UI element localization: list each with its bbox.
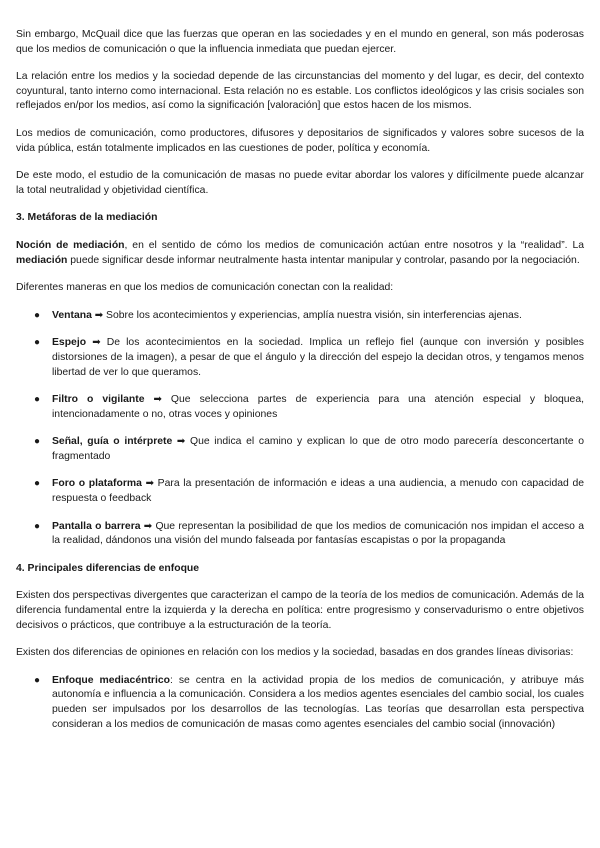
paragraph-notion (16, 239, 584, 268)
notion-text-2: puede significar desde informar neutralmente hasta intentar manipular y controlar, pasando por la negociación. (67, 254, 580, 266)
list-item-ventana (16, 309, 584, 324)
list-item-espejo (16, 336, 584, 380)
notion-text: , en el sentido de cómo los medios de comunicación actúan entre nosotros y la “realidad”. La (124, 239, 584, 251)
arrow-icon: ➡ (94, 309, 104, 321)
paragraph-study: De este modo, el estudio de la comunicación de masas no puede evitar abordar los valores y difícilmente puede alcanzar la total neutralidad y objetividad científica. (16, 170, 584, 196)
paragraph-perspectives: Existen dos perspectivas divergentes que caracterizan el campo de la teoría de los medios de comunicación. Además de la diferencia fundamental entre la izquierda y la derecha en política: entre progresismo y conservadurismo o entre objetivos decisivos o prácticos, que contribuye a la estructuración de la teoría. (16, 590, 584, 631)
approach-list (16, 674, 584, 732)
bullet-icon: ● (34, 309, 41, 321)
item-term: Foro o plataforma (52, 478, 142, 490)
notion-term-2: mediación (16, 254, 68, 266)
bullet-icon: ● (34, 337, 41, 349)
paragraph-mcquail: Sin embargo, McQuail dice que las fuerzas que operan en las sociedades y en el mundo en general, son más poderosas que los medios de comunicación o que la influencia inmediata que puedan ejercer. (16, 29, 584, 55)
item-text: Sobre los acontecimientos y experiencias, amplía nuestra visión, sin interferencias ajenas. (103, 309, 522, 321)
list-item-filtro (16, 393, 584, 422)
list-item-mediacentrico (16, 674, 584, 732)
bullet-icon: ● (34, 436, 41, 448)
arrow-icon: ➡ (176, 436, 186, 448)
arrow-icon: ➡ (92, 337, 101, 349)
arrow-icon: ➡ (143, 520, 153, 532)
bullet-icon: ● (34, 520, 41, 532)
section-4-heading: 4. Principales diferencias de enfoque (16, 562, 200, 574)
notion-term: Noción de mediación (16, 239, 125, 251)
item-term: Enfoque mediacéntrico (52, 674, 170, 686)
item-term: Espejo (52, 337, 87, 349)
item-text: Que indica el camino y explican lo que de otro modo parecería desconcertante o fragmentado (52, 436, 584, 462)
arrow-icon: ➡ (145, 478, 154, 490)
bullet-icon: ● (34, 478, 41, 490)
item-text: Que representan la posibilidad de que los medios de comunicación nos impidan el acceso a la realidad, dándonos una visión del mundo falseada por fantasías escapistas o por la propaganda (52, 520, 584, 547)
arrow-icon: ➡ (153, 394, 162, 406)
item-text: Para la presentación de información e ideas a una audiencia, a menudo con capacidad de respuesta o feedback (52, 478, 585, 505)
item-text: De los acontecimientos en la sociedad. Implica un reflejo fiel (aunque con inversión y posibles distorsiones de la imagen), a pesar de que el ángulo y la dirección del espejo la decidan otros, y tengamos menos libertad de ver lo que queramos. (52, 337, 584, 378)
paragraph-differences: Existen dos diferencias de opiniones en relación con los medios y la sociedad, basadas en dos grandes líneas divisorias: (16, 647, 574, 659)
list-item-senal (16, 435, 584, 464)
item-term: Señal, guía o intérprete (52, 436, 173, 448)
list-item-pantalla (16, 520, 584, 549)
metaphor-list (16, 309, 584, 549)
item-term: Pantalla o barrera (52, 520, 141, 532)
paragraph-intro: Diferentes maneras en que los medios de comunicación conectan con la realidad: (16, 282, 394, 294)
item-term: Ventana (52, 309, 92, 321)
item-term: Filtro o vigilante (52, 394, 145, 406)
item-text: : se centra en la actividad propia de los medios de comunicación, y atribuye más autonomía e influencia a la comunicación. Considera a los medios agentes esenciales del cambio social, los cuales pueden ser impulsados por los desarrollos de las tecnologías. Las teorías que desarrollan esta perspectiva consideran a los medios de comunicación de masas como agentes esenciales del cambio social (innovación) (52, 674, 584, 730)
bullet-icon: ● (34, 674, 41, 686)
list-item-foro (16, 477, 584, 506)
paragraph-relation: La relación entre los medios y la sociedad depende de las circunstancias del momento y del lugar, es decir, del contexto coyuntural, tanto interno como internacional. Esta relación no es estable. Los conflictos ideológicos y las crisis sociales son reflejados en/por los medios, así como la significación [valoración] que estos hacen de los mismos. (16, 71, 584, 112)
bullet-icon: ● (34, 394, 41, 406)
item-text: Que selecciona partes de experiencia para una atención especial y bloquea, intencionadamente o no, otras voces y opiniones (52, 394, 585, 420)
section-3-heading: 3. Metáforas de la mediación (16, 212, 158, 224)
paragraph-producers: Los medios de comunicación, como productores, difusores y depositarios de significados y valores sobre sucesos de la vida pública, están totalmente implicados en las cuestiones de poder, política y economía. (16, 127, 584, 154)
